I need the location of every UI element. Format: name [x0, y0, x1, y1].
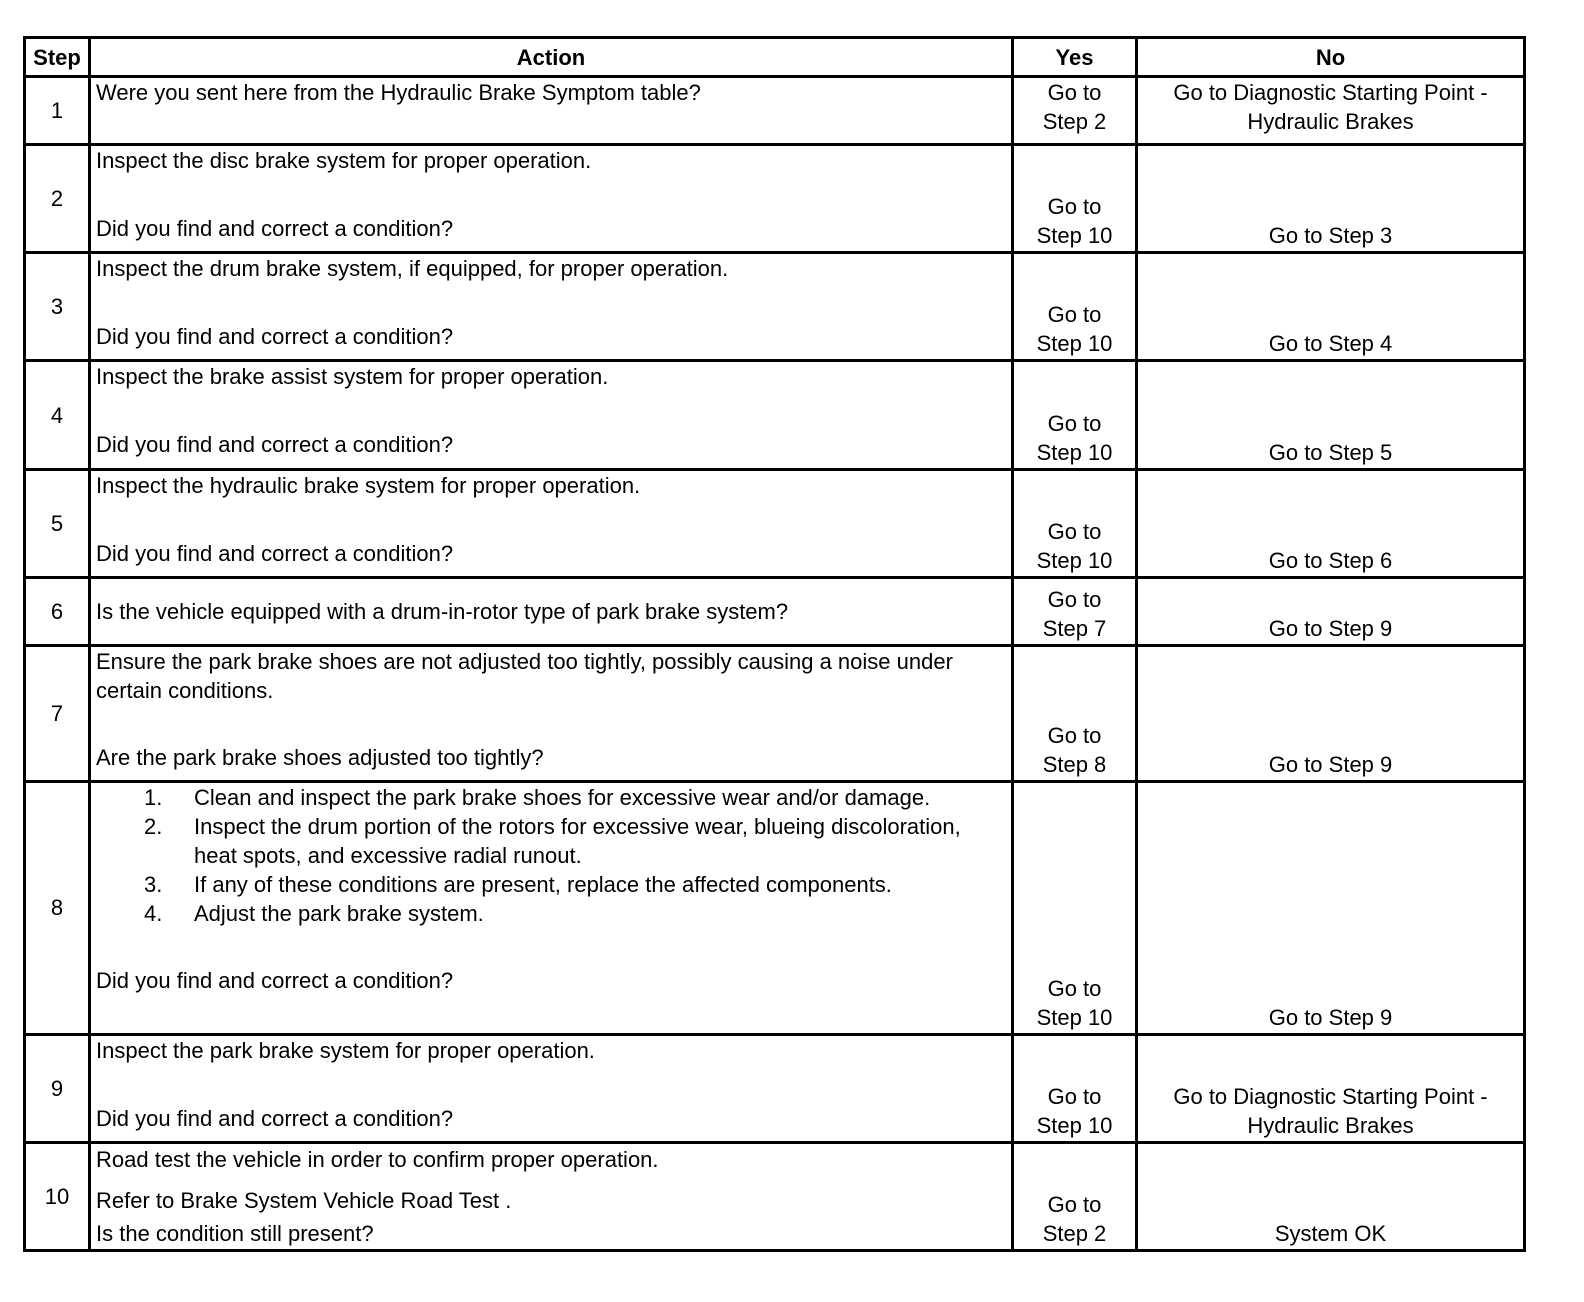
yes-cell: [1013, 1034, 1137, 1142]
spacer: [96, 1065, 1005, 1104]
yes-link-text: Go to: [1047, 1083, 1102, 1109]
yes-link-text: Go to: [1047, 586, 1102, 612]
action-question: Did you find and correct a condition?: [96, 1105, 454, 1131]
no-cell: [1137, 782, 1525, 1034]
yes-link-text: Go to: [1047, 80, 1102, 105]
header-yes: Yes: [1013, 38, 1137, 77]
step-number: 2: [25, 145, 90, 253]
no-cell: [1137, 469, 1525, 577]
yes-cell: [1013, 145, 1137, 253]
step-number: 3: [25, 253, 90, 361]
step-number: 5: [25, 469, 90, 577]
yes-link-text: Step 8: [1042, 752, 1107, 778]
substep-number: 4.: [144, 901, 163, 927]
action-text: Were you sent here from the Hydraulic Brake Symptom table?: [96, 80, 701, 105]
no-link-text: Go to Step 5: [1268, 439, 1393, 465]
yes-link-text: Step 10: [1036, 331, 1113, 357]
action-text: Ensure the park brake shoes are not adjusted too tightly, possibly causing a noise under certain conditions.: [96, 648, 953, 703]
spacer: [96, 705, 1005, 743]
yes-cell: [1013, 1142, 1137, 1250]
action-cell: [90, 1034, 1013, 1142]
action-cell: [90, 361, 1013, 469]
table-row: [25, 253, 1525, 361]
action-text: Inspect the park brake system for proper operation.: [96, 1037, 595, 1063]
action-cell: [90, 77, 1013, 145]
yes-link-text: Step 2: [1042, 1221, 1107, 1246]
no-link-text: Go to Step 4: [1268, 331, 1393, 357]
yes-link-text: Go to: [1047, 194, 1102, 220]
action-text: Inspect the brake assist system for proper operation.: [96, 364, 609, 390]
action-cell: [90, 577, 1013, 645]
substep-text: If any of these conditions are present, replace the affected components.: [194, 872, 892, 898]
yes-link-text: Go to: [1047, 975, 1102, 1001]
yes-cell: [1013, 577, 1137, 645]
yes-link-text: Go to: [1047, 302, 1102, 328]
no-link-text: Go to Step 9: [1268, 752, 1393, 778]
yes-link-text: Go to: [1047, 1192, 1102, 1217]
action-question: Did you find and correct a condition?: [96, 968, 454, 994]
substep-list: [96, 783, 1005, 928]
yes-cell: [1013, 361, 1137, 469]
step-number: 9: [25, 1034, 90, 1142]
yes-link-text: Step 7: [1042, 615, 1107, 641]
no-cell: [1137, 645, 1525, 781]
table-row: [25, 469, 1525, 577]
no-link-text: Go to Diagnostic Starting Point -: [1173, 1083, 1488, 1109]
table-row: [25, 145, 1525, 253]
header-action: Action: [90, 38, 1013, 77]
step-number: 10: [25, 1142, 90, 1250]
no-cell: [1137, 253, 1525, 361]
yes-link-text: Step 10: [1036, 223, 1113, 249]
action-cell: [90, 645, 1013, 781]
substep-text: Clean and inspect the park brake shoes for excessive wear and/or damage.: [194, 785, 931, 811]
yes-link-text: Go to: [1047, 410, 1102, 436]
table-row: [25, 782, 1525, 1034]
table-row: [25, 645, 1525, 781]
table-row: [25, 361, 1525, 469]
action-question: Did you find and correct a condition?: [96, 216, 454, 242]
action-question: Are the park brake shoes adjusted too tightly?: [96, 744, 544, 770]
no-link-text: Go to Step 6: [1268, 547, 1393, 573]
step-number: 1: [25, 77, 90, 145]
no-cell: [1137, 361, 1525, 469]
action-question: Did you find and correct a condition?: [96, 540, 454, 566]
yes-link-text: Go to: [1047, 723, 1102, 749]
diagnostic-table: [23, 36, 1526, 1252]
table-row: [25, 1142, 1525, 1250]
no-link-text: Go to Step 9: [1268, 615, 1393, 641]
action-cell: [90, 782, 1013, 1034]
no-link-text: Hydraulic Brakes: [1247, 109, 1414, 134]
no-link-text: System OK: [1274, 1221, 1387, 1246]
yes-cell: [1013, 782, 1137, 1034]
step-number: 6: [25, 577, 90, 645]
yes-link-text: Step 10: [1036, 439, 1113, 465]
yes-link-text: Step 10: [1036, 1004, 1113, 1030]
table-row: [25, 577, 1525, 645]
no-cell: [1137, 1034, 1525, 1142]
table-row: [25, 77, 1525, 145]
table-row: [25, 1034, 1525, 1142]
no-cell: [1137, 1142, 1525, 1250]
action-text: Inspect the hydraulic brake system for proper operation.: [96, 472, 641, 498]
action-cell: [90, 469, 1013, 577]
substep-item: [144, 812, 1005, 870]
action-cell: [90, 253, 1013, 361]
spacer: [96, 1175, 1005, 1185]
step-number: 4: [25, 361, 90, 469]
substep-number: 2.: [144, 814, 163, 840]
substep-text: Inspect the drum portion of the rotors for excessive wear, blueing discoloration, heat spots, and excessive radial runout.: [194, 814, 961, 869]
no-cell: [1137, 145, 1525, 253]
action-text: Refer to Brake System Vehicle Road Test .: [96, 1187, 512, 1213]
no-link-text: Hydraulic Brakes: [1247, 1112, 1414, 1138]
yes-cell: [1013, 253, 1137, 361]
yes-link-text: Step 2: [1042, 109, 1107, 134]
action-text: Inspect the disc brake system for proper operation.: [96, 148, 592, 174]
no-cell: [1137, 77, 1525, 145]
no-link-text: Go to Step 3: [1268, 223, 1393, 249]
yes-cell: [1013, 645, 1137, 781]
spacer: [96, 283, 1005, 322]
no-link-text: Go to Step 9: [1268, 1004, 1393, 1030]
substep-item: [144, 870, 1005, 899]
action-text: Road test the vehicle in order to confirm proper operation.: [96, 1146, 659, 1172]
action-text: Is the vehicle equipped with a drum-in-rotor type of park brake system?: [96, 598, 789, 624]
spacer: [96, 175, 1005, 214]
header-row: [25, 38, 1525, 77]
action-cell: [90, 145, 1013, 253]
yes-link-text: Go to: [1047, 518, 1102, 544]
action-question: Is the condition still present?: [96, 1220, 374, 1246]
spacer: [96, 928, 1005, 966]
header-no: No: [1137, 38, 1525, 77]
substep-number: 3.: [144, 872, 163, 898]
action-cell: [90, 1142, 1013, 1250]
yes-cell: [1013, 77, 1137, 145]
substep-number: 1.: [144, 785, 163, 811]
spacer: [96, 500, 1005, 539]
no-cell: [1137, 577, 1525, 645]
action-text: Inspect the drum brake system, if equipped, for proper operation.: [96, 256, 729, 282]
step-number: 7: [25, 645, 90, 781]
step-number: 8: [25, 782, 90, 1034]
action-question: Did you find and correct a condition?: [96, 432, 454, 458]
yes-cell: [1013, 469, 1137, 577]
substep-item: [144, 783, 1005, 812]
substep-text: Adjust the park brake system.: [194, 901, 484, 927]
substep-item: [144, 899, 1005, 928]
action-question: Did you find and correct a condition?: [96, 324, 454, 350]
yes-link-text: Step 10: [1036, 1112, 1113, 1138]
no-link-text: Go to Diagnostic Starting Point -: [1173, 80, 1488, 105]
yes-link-text: Step 10: [1036, 547, 1113, 573]
header-step: Step: [25, 38, 90, 77]
spacer: [96, 391, 1005, 430]
